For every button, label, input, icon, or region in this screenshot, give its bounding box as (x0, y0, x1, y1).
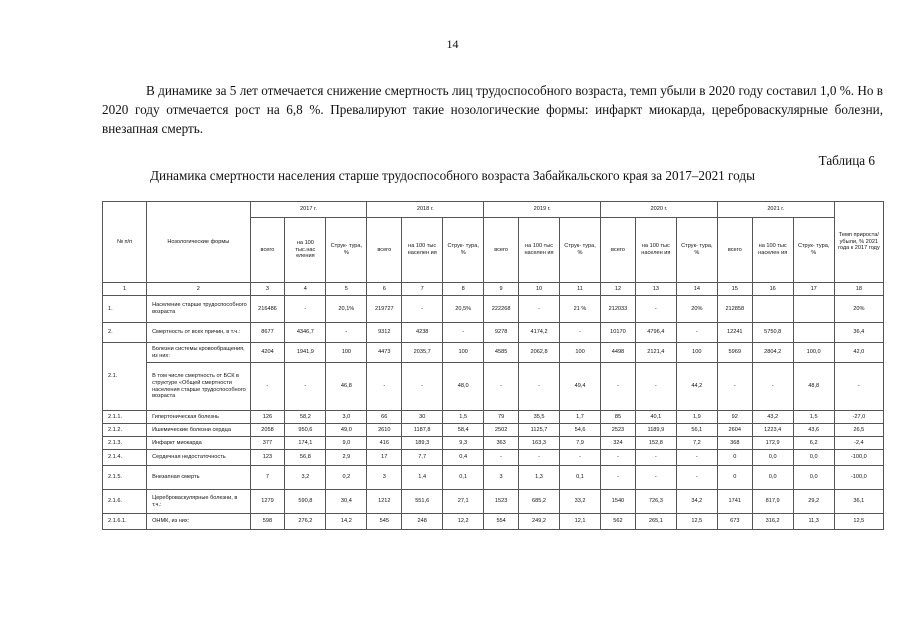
column-number-cell: 9 (484, 283, 519, 296)
table-caption: Таблица 6 (818, 153, 875, 168)
value-cell: 100 (560, 343, 601, 363)
value-cell: 950,6 (285, 424, 326, 437)
value-cell: 20% (834, 296, 883, 323)
value-cell: 2062,8 (519, 343, 560, 363)
subheader-cell: на 100 тыс населен ия (752, 218, 793, 283)
header-year: 2020 г. (601, 202, 718, 218)
value-cell: 554 (484, 514, 519, 530)
value-cell: 9,3 (443, 437, 484, 450)
value-cell: 377 (250, 437, 285, 450)
value-cell: 2610 (367, 424, 402, 437)
header-row-years (103, 202, 884, 218)
row-name: Ишемические болезни сердца (147, 424, 250, 437)
value-cell: - (326, 323, 367, 343)
table-row (103, 514, 884, 530)
column-numbers-row (103, 283, 884, 296)
value-cell: 0,1 (443, 466, 484, 490)
value-cell: 9312 (367, 323, 402, 343)
row-number: 2. (103, 323, 147, 343)
column-number-cell: 7 (402, 283, 443, 296)
value-cell: 54,6 (560, 424, 601, 437)
value-cell: - (285, 296, 326, 323)
table-row (103, 490, 884, 514)
value-cell: - (717, 363, 752, 411)
page-number: 14 (446, 37, 459, 51)
subheader-cell: всего (484, 218, 519, 283)
value-cell: 212033 (601, 296, 636, 323)
value-cell: - (560, 323, 601, 343)
value-cell: 5750,8 (752, 323, 793, 343)
row-number: 2.1.1. (103, 411, 147, 424)
value-cell: 2035,7 (402, 343, 443, 363)
table-row (103, 424, 884, 437)
value-cell: 20% (676, 296, 717, 323)
value-cell: 3 (367, 466, 402, 490)
value-cell: 126 (250, 411, 285, 424)
value-cell: 35,5 (519, 411, 560, 424)
subheader-cell: на 100 тыс населен ия (635, 218, 676, 283)
value-cell: -100,0 (834, 450, 883, 466)
value-cell: 79 (484, 411, 519, 424)
value-cell: 44,2 (676, 363, 717, 411)
row-number: 2.1.3. (103, 437, 147, 450)
value-cell: 685,2 (519, 490, 560, 514)
subheader-cell: Струк- тура, % (793, 218, 834, 283)
column-number-cell: 11 (560, 283, 601, 296)
value-cell: 11,3 (793, 514, 834, 530)
value-cell: 212858 (717, 296, 752, 323)
value-cell: 2121,4 (635, 343, 676, 363)
value-cell: 8677 (250, 323, 285, 343)
value-cell: 4174,2 (519, 323, 560, 343)
value-cell: 1,9 (676, 411, 717, 424)
value-cell: 20,5% (443, 296, 484, 323)
value-cell: 2058 (250, 424, 285, 437)
column-number-cell: 16 (752, 283, 793, 296)
value-cell: 42,0 (834, 343, 883, 363)
value-cell: 2804,2 (752, 343, 793, 363)
row-number: 2.1. (103, 343, 147, 411)
value-cell: 1,5 (443, 411, 484, 424)
value-cell: 817,9 (752, 490, 793, 514)
value-cell: 9,0 (326, 437, 367, 450)
value-cell: 5969 (717, 343, 752, 363)
column-number-cell: 15 (717, 283, 752, 296)
value-cell: 49,4 (560, 363, 601, 411)
value-cell: -100,0 (834, 466, 883, 490)
value-cell: 324 (601, 437, 636, 450)
value-cell: - (635, 363, 676, 411)
value-cell: 222268 (484, 296, 519, 323)
value-cell: 316,2 (752, 514, 793, 530)
value-cell: 0,0 (752, 450, 793, 466)
value-cell: 27,1 (443, 490, 484, 514)
column-number-cell: 13 (635, 283, 676, 296)
value-cell: - (402, 296, 443, 323)
value-cell: -2,4 (834, 437, 883, 450)
table-title: Динамика смертности населения старше трудоспособного возраста Забайкальского края за 2017–2021 годы (150, 168, 755, 183)
value-cell: 1523 (484, 490, 519, 514)
value-cell: 4796,4 (635, 323, 676, 343)
value-cell: 265,1 (635, 514, 676, 530)
value-cell: 673 (717, 514, 752, 530)
value-cell: 1125,7 (519, 424, 560, 437)
row-name: Болезни системы кровообращения, из них: (147, 343, 250, 363)
value-cell: 368 (717, 437, 752, 450)
value-cell: - (484, 363, 519, 411)
value-cell: 12,1 (560, 514, 601, 530)
value-cell: 174,1 (285, 437, 326, 450)
value-cell: -27,0 (834, 411, 883, 424)
value-cell: 219727 (367, 296, 402, 323)
value-cell: 20,1% (326, 296, 367, 323)
row-name: Сердечная недостаточность (147, 450, 250, 466)
value-cell: 7,9 (560, 437, 601, 450)
column-number-cell: 8 (443, 283, 484, 296)
row-name: ОНМК, из них: (147, 514, 250, 530)
value-cell: - (676, 450, 717, 466)
value-cell: - (519, 363, 560, 411)
value-cell: 1212 (367, 490, 402, 514)
value-cell: 189,3 (402, 437, 443, 450)
value-cell: 416 (367, 437, 402, 450)
value-cell: 7,7 (402, 450, 443, 466)
value-cell: 0 (717, 450, 752, 466)
value-cell (793, 296, 834, 323)
value-cell: 4585 (484, 343, 519, 363)
value-cell: - (250, 363, 285, 411)
header-number: № п/п (103, 202, 147, 283)
value-cell: 1223,4 (752, 424, 793, 437)
table-row (103, 450, 884, 466)
header-year: 2021 г. (717, 202, 834, 218)
value-cell: 7 (250, 466, 285, 490)
subheader-cell: всего (717, 218, 752, 283)
row-number: 2.1.6. (103, 490, 147, 514)
value-cell: 34,2 (676, 490, 717, 514)
value-cell: 4238 (402, 323, 443, 343)
row-name: Внезапная смерть (147, 466, 250, 490)
row-number: 2.1.2. (103, 424, 147, 437)
value-cell: 2,9 (326, 450, 367, 466)
value-cell: 0,2 (326, 466, 367, 490)
column-number-cell: 18 (834, 283, 883, 296)
header-nosological-forms: Нозологические формы (147, 202, 250, 283)
value-cell: 726,3 (635, 490, 676, 514)
table-row (103, 323, 884, 343)
value-cell: - (635, 450, 676, 466)
subheader-cell: Струк- тура, % (676, 218, 717, 283)
value-cell: 2604 (717, 424, 752, 437)
value-cell: 100 (443, 343, 484, 363)
column-number-cell: 3 (250, 283, 285, 296)
value-cell: 0,0 (793, 466, 834, 490)
header-growth-rate: Темп прироста/ убыли, % 2021 года к 2017 году (834, 202, 883, 283)
value-cell: 92 (717, 411, 752, 424)
value-cell: 1187,8 (402, 424, 443, 437)
value-cell: 12,5 (834, 514, 883, 530)
value-cell: 0,0 (752, 466, 793, 490)
value-cell: 1741 (717, 490, 752, 514)
value-cell: 363 (484, 437, 519, 450)
header-year: 2018 г. (367, 202, 484, 218)
value-cell: 33,2 (560, 490, 601, 514)
column-number-cell: 10 (519, 283, 560, 296)
value-cell: 551,6 (402, 490, 443, 514)
value-cell: 30 (402, 411, 443, 424)
column-number-cell: 5 (326, 283, 367, 296)
value-cell: 598 (250, 514, 285, 530)
value-cell: 1,5 (793, 411, 834, 424)
subheader-cell: на 100 тыс.нас еления (285, 218, 326, 283)
column-number-cell: 4 (285, 283, 326, 296)
table-row (103, 363, 884, 411)
value-cell: 100 (326, 343, 367, 363)
value-cell: 43,2 (752, 411, 793, 424)
value-cell: 6,2 (793, 437, 834, 450)
subheader-cell: Струк- тура, % (326, 218, 367, 283)
value-cell: 216486 (250, 296, 285, 323)
value-cell: 3 (484, 466, 519, 490)
subheader-cell: всего (367, 218, 402, 283)
column-number-cell: 12 (601, 283, 636, 296)
value-cell: 0,4 (443, 450, 484, 466)
value-cell: 29,2 (793, 490, 834, 514)
value-cell: 1941,9 (285, 343, 326, 363)
value-cell: 7,2 (676, 437, 717, 450)
column-number-cell: 17 (793, 283, 834, 296)
value-cell: - (676, 323, 717, 343)
value-cell: 36,1 (834, 490, 883, 514)
subheader-cell: Струк- тура, % (443, 218, 484, 283)
subheader-cell: на 100 тыс населен ия (519, 218, 560, 283)
value-cell: 46,8 (326, 363, 367, 411)
row-name: Население старше трудоспособного возраста (147, 296, 250, 323)
value-cell: 21 % (560, 296, 601, 323)
value-cell: - (676, 466, 717, 490)
value-cell: 1279 (250, 490, 285, 514)
value-cell: 545 (367, 514, 402, 530)
value-cell: - (285, 363, 326, 411)
value-cell: 100,0 (793, 343, 834, 363)
value-cell: 4204 (250, 343, 285, 363)
value-cell: 12,5 (676, 514, 717, 530)
value-cell: 85 (601, 411, 636, 424)
value-cell: 123 (250, 450, 285, 466)
value-cell: 590,8 (285, 490, 326, 514)
value-cell: 0 (717, 466, 752, 490)
value-cell: 14,2 (326, 514, 367, 530)
value-cell: 17 (367, 450, 402, 466)
value-cell: - (560, 450, 601, 466)
value-cell: 48,8 (793, 363, 834, 411)
value-cell: 58,2 (285, 411, 326, 424)
subheader-cell: на 100 тыс населен ия (402, 218, 443, 283)
value-cell: 66 (367, 411, 402, 424)
value-cell: 30,4 (326, 490, 367, 514)
value-cell: - (635, 296, 676, 323)
value-cell: 1540 (601, 490, 636, 514)
row-number: 2.1.5. (103, 466, 147, 490)
table-row (103, 296, 884, 323)
row-number: 1. (103, 296, 147, 323)
value-cell: - (601, 466, 636, 490)
row-number: 2.1.6.1. (103, 514, 147, 530)
value-cell: 1,3 (519, 466, 560, 490)
column-number-cell: 6 (367, 283, 402, 296)
value-cell: 26,5 (834, 424, 883, 437)
value-cell: - (367, 363, 402, 411)
value-cell: 4498 (601, 343, 636, 363)
value-cell: - (635, 466, 676, 490)
value-cell: 152,8 (635, 437, 676, 450)
value-cell: - (519, 296, 560, 323)
column-number-cell: 2 (147, 283, 250, 296)
value-cell: 40,1 (635, 411, 676, 424)
value-cell: 43,6 (793, 424, 834, 437)
value-cell: 2523 (601, 424, 636, 437)
value-cell (752, 296, 793, 323)
value-cell: 1189,9 (635, 424, 676, 437)
value-cell: 276,2 (285, 514, 326, 530)
value-cell: 56,8 (285, 450, 326, 466)
mortality-table (102, 201, 884, 530)
body-paragraph: В динамике за 5 лет отмечается снижение смертность лиц трудоспособного возраста, темп убыли в 2020 году составил 1,0 %. Но в 2020 году отмечается рост на 6,8 %. Превалируют такие нозологические формы: инфаркт миокарда, цереброваскулярные болезни, внезапная смерть. (102, 83, 883, 136)
value-cell: 36,4 (834, 323, 883, 343)
value-cell: 12241 (717, 323, 752, 343)
row-name: Цереброваскулярные болезни, в т.ч.: (147, 490, 250, 514)
value-cell: 249,2 (519, 514, 560, 530)
value-cell: - (601, 450, 636, 466)
column-number-cell: 1 (103, 283, 147, 296)
table-row (103, 411, 884, 424)
value-cell: 562 (601, 514, 636, 530)
value-cell: 0,0 (793, 450, 834, 466)
header-year: 2019 г. (484, 202, 601, 218)
value-cell: 3,0 (326, 411, 367, 424)
value-cell: 56,1 (676, 424, 717, 437)
value-cell: 4346,7 (285, 323, 326, 343)
value-cell: 58,4 (443, 424, 484, 437)
value-cell: 1,7 (560, 411, 601, 424)
value-cell: - (601, 363, 636, 411)
value-cell: 163,3 (519, 437, 560, 450)
subheader-cell: Струк- тура, % (560, 218, 601, 283)
value-cell: 49,0 (326, 424, 367, 437)
value-cell: 3,2 (285, 466, 326, 490)
row-number: 2.1.4. (103, 450, 147, 466)
value-cell: 2502 (484, 424, 519, 437)
subheader-cell: всего (601, 218, 636, 283)
value-cell: - (834, 363, 883, 411)
value-cell: 100 (676, 343, 717, 363)
header-year: 2017 г. (250, 202, 367, 218)
table-row (103, 437, 884, 450)
value-cell: - (443, 323, 484, 343)
subheader-cell: всего (250, 218, 285, 283)
value-cell: 172,9 (752, 437, 793, 450)
row-name: Смертность от всех причин, в т.ч.: (147, 323, 250, 343)
value-cell: 1,4 (402, 466, 443, 490)
value-cell: 4473 (367, 343, 402, 363)
value-cell: 12,2 (443, 514, 484, 530)
value-cell: - (752, 363, 793, 411)
value-cell (793, 323, 834, 343)
value-cell: - (402, 363, 443, 411)
table-row (103, 466, 884, 490)
value-cell: - (484, 450, 519, 466)
value-cell: 248 (402, 514, 443, 530)
row-name: В том числе смертность от БСК в структуре «Общей смертности населения старше трудоспособного возраста (147, 363, 250, 411)
value-cell: 48,0 (443, 363, 484, 411)
value-cell: 10170 (601, 323, 636, 343)
row-name: Гипертоническая болезнь (147, 411, 250, 424)
row-name: Инфаркт миокарда (147, 437, 250, 450)
table-row (103, 343, 884, 363)
value-cell: 9278 (484, 323, 519, 343)
value-cell: 0,1 (560, 466, 601, 490)
column-number-cell: 14 (676, 283, 717, 296)
value-cell: - (519, 450, 560, 466)
